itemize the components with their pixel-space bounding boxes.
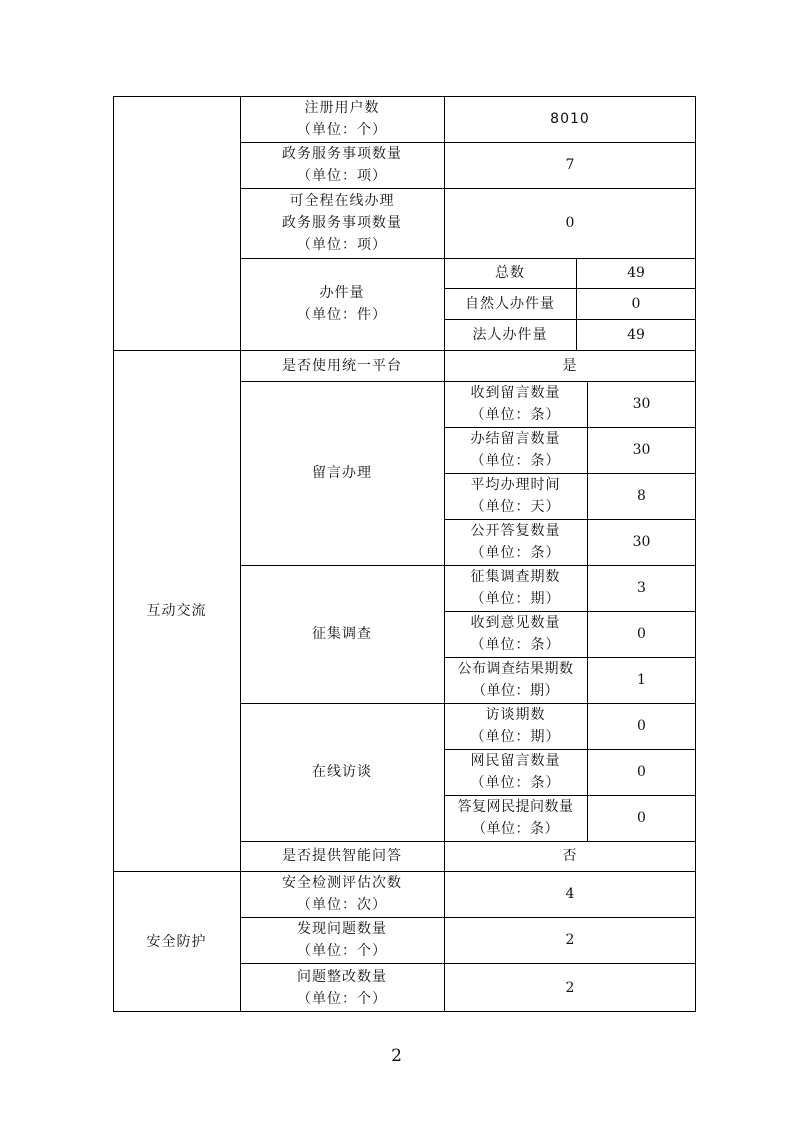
group-label-security: 安全防护 [146,933,207,950]
group-label-interaction: 互动交流 [146,602,207,619]
handled-total-value: 49 [627,265,645,281]
interview-answers-value: 0 [637,810,646,826]
survey-results-label: 公布调查结果期数 （单位：期） [457,661,574,699]
security-fixed-label: 问题整改数量 （单位：个） [297,968,387,1007]
page-number: 2 [391,1046,402,1066]
online-items-value: 0 [565,215,575,231]
interview-periods-label: 访谈期数 （单位：期） [470,707,561,745]
interview-periods-value: 0 [637,718,646,734]
interview-answers-label: 答复网民提问数量 （单位：条） [457,799,574,837]
security-fixed-value: 2 [565,979,575,996]
service-items-value: 7 [565,157,575,173]
handled-total-label: 总数 [495,265,525,281]
messages-closed-value: 30 [632,442,651,458]
security-problems-value: 2 [565,932,575,948]
survey-results-value: 1 [637,672,646,688]
survey-opinions-label: 收到意见数量 （单位：条） [470,615,561,653]
security-assessments-label: 安全检测评估次数 （单位：次） [282,875,402,913]
handled-natural-label: 自然人办件量 [465,295,555,312]
unified-platform-label: 是否使用统一平台 [282,357,402,374]
interview-netizen-msgs-label: 网民留言数量 （单位：条） [470,753,561,791]
smart-qa-label: 是否提供智能问答 [282,848,402,864]
smart-qa-value: 否 [562,848,578,864]
survey-periods-value: 3 [637,580,646,596]
interview-netizen-msgs-value: 0 [637,764,646,780]
handled-legal-label: 法人办件量 [472,326,548,343]
survey-periods-label: 征集调查期数 （单位：期） [470,569,561,607]
messages-label: 留言办理 [312,465,372,481]
messages-public-replies-value: 30 [632,534,651,550]
registered-users-label: 注册用户数 （单位：个） [297,100,387,138]
handled-label: 办件量 （单位：件） [297,285,387,323]
registered-users-value: 8010 [550,111,590,127]
security-assessments-value: 4 [565,886,575,902]
messages-closed-label: 办结留言数量 （单位：条） [470,431,561,469]
survey-opinions-value: 0 [637,626,646,642]
handled-natural-value: 0 [631,295,641,312]
messages-received-label: 收到留言数量 （单位：条） [470,385,561,423]
messages-received-value: 30 [632,396,651,412]
online-items-label: 可全程在线办理 政务服务事项数量 （单位：项） [282,193,402,253]
security-problems-label: 发现问题数量 （单位：个） [297,921,387,959]
messages-public-replies-label: 公开答复数量 （单位：条） [470,523,561,561]
survey-label: 征集调查 [312,626,372,642]
unified-platform-value: 是 [562,357,578,374]
messages-avg-time-value: 8 [637,488,646,504]
interview-label: 在线访谈 [312,764,372,780]
handled-legal-value: 49 [627,326,645,343]
messages-avg-time-label: 平均办理时间 （单位：天） [470,477,561,515]
service-items-label: 政务服务事项数量 （单位：项） [282,146,402,184]
